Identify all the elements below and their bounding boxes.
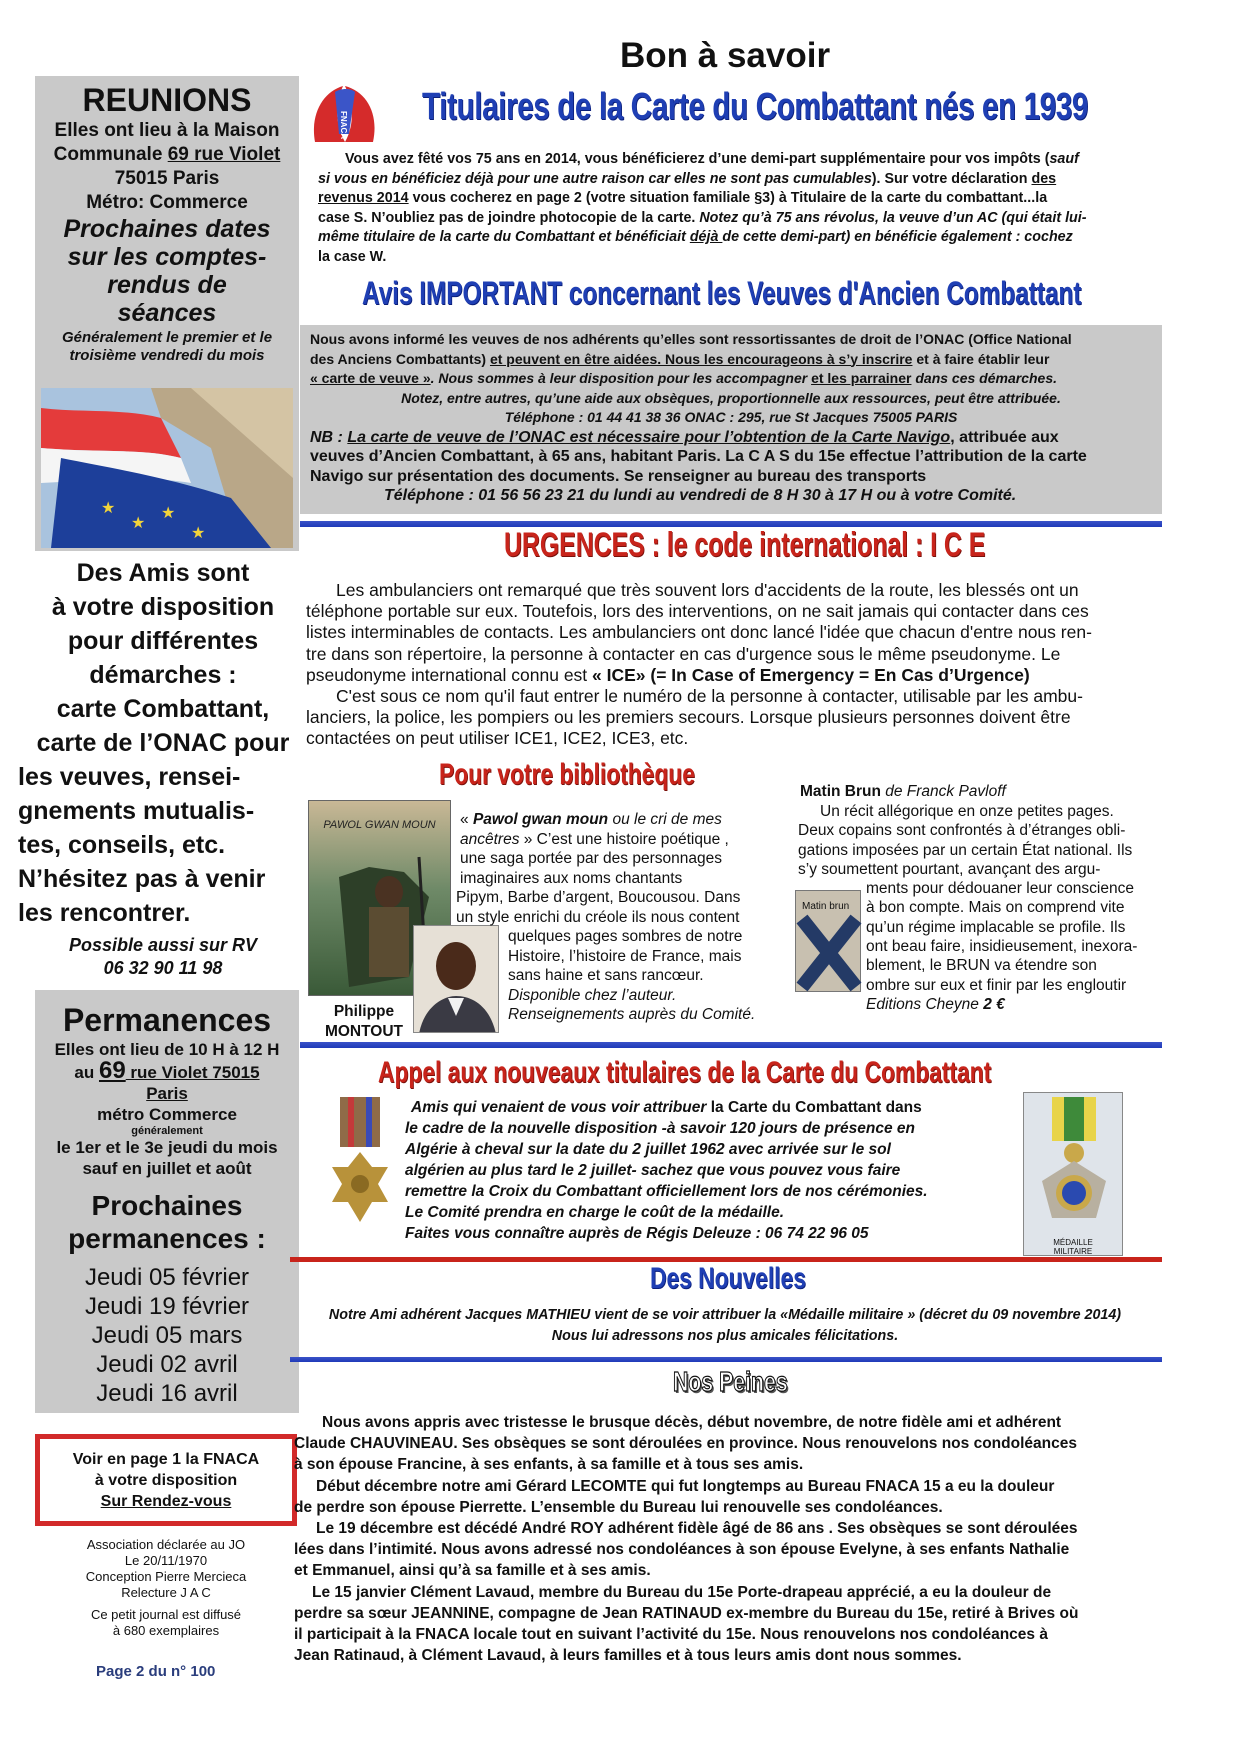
assoc-info [35,1537,297,1639]
book2-header [800,783,1006,801]
reunions-line [35,143,299,167]
s2-line: veuves d’Ancien Combattant, à 65 ans, habitant Paris. La C A S du 15e effectue l’attribution de la carte [310,448,1087,465]
book1-text [456,810,790,1025]
s5-line: remettre la Croix du Combattant officiellement lors de nos cérémonies. [405,1183,928,1200]
b2-line: qu’un régime implacable se profile. Ils [866,918,1126,936]
b2-line: Un récit allégorique en onze petites pages. [820,803,1114,820]
t: « carte de veuve » [310,370,431,386]
t: Vous avez fêté vos 75 ans en 2014, vous bénéficierez d’une demi-part supplémentaire pour vos impôts ( [345,151,1050,167]
line: séances [117,299,217,327]
cover-title: PAWOL GWAN MOUN [323,819,436,831]
s1-line [318,170,1140,190]
publisher: Editions Cheyne [866,995,984,1013]
s3-line: lanciers, la police, les pompiers ou les premiers secours. Lorsque plusieurs personnes doivent être [306,707,1071,728]
perm-line: sauf en juillet et août [82,1159,252,1178]
t: et peuvent en être aidées. Nous les encourageons à s’y inscrire [489,350,913,367]
s6-body [290,1305,1160,1347]
address: 69 rue Violet [167,144,281,165]
s5-line [405,1097,1025,1118]
next-perm-title: Prochaines [91,1190,243,1221]
line: rendus de [107,271,227,299]
perm-date: Jeudi 05 février [84,1264,250,1291]
peine-line: lées dans l’intimité. Nous avons adressé nos condoléances à son épouse Evelyne, à ses enfants Nathalie [294,1541,1070,1559]
s6-title: Des Nouvelles [650,1262,806,1295]
b2-line: à bon compte. Mais on comprend vite [866,899,1125,917]
medal-label: MÉDAILLE MILITAIRE [1053,1238,1093,1256]
medaille-militaire [1023,1092,1123,1256]
peine-line: et Emmanuel, ainsi qu’à sa famille et à ses amis. [294,1562,651,1580]
perm-dates [35,1263,299,1408]
price: 2 € [983,995,1005,1013]
s5-body [405,1097,1025,1244]
s2-line: Navigo sur présentation des documents. Se renseigner au bureau des transports [310,467,927,485]
b2-line: blement, le BRUN va étendre son [866,957,1097,975]
b1-line [460,810,790,830]
line: Prochaines dates [63,215,271,243]
s1-title: Titulaires de la Carte du Combattant nés en 1939 [422,86,1088,128]
svg-text:★: ★ [101,500,116,517]
b1-line: Pipym, Barbe d’argent, Boucousou. Dans [456,889,741,906]
s5-line: le cadre de la nouvelle disposition -à savoir 120 jours de présence en [405,1120,915,1137]
line: à 680 exemplaires [112,1623,220,1638]
line: Le 20/11/1970 [124,1553,208,1568]
t: Pawol gwan moun [472,811,609,828]
s3-line: contactées on peut utiliser ICE1, ICE2, ICE3, etc. [306,728,689,749]
s2-phone: Téléphone : 01 44 41 38 36 ONAC : 295, rue St Jacques 75005 PARIS [504,409,958,425]
svg-text:★: ★ [191,525,206,542]
peine-line: perdre sa sœur JEANNINE, compagne de Jean RATINAUD ex-membre du Bureau du 15e, retiré à Brives où [294,1604,1079,1622]
s5-line: Faites vous connaître auprès de Régis Deleuze : 06 74 22 96 05 [405,1225,869,1242]
next-dates [35,215,299,327]
t: des [1031,170,1057,187]
b1-line: un style enrichi du créole ils nous content [456,908,740,926]
s7-body [294,1412,1164,1666]
news-line: Notre Ami adhérent Jacques MATHIEU vient de se voir attribuer la «Médaille militaire » (décret du 09 novembre 2014) [328,1307,1122,1323]
t: si vous en bénéficiez déjà pour une autre raison car elles ne sont pas cumulables [318,170,872,187]
rdv-link[interactable]: Sur Rendez-vous [100,1493,232,1510]
b1-line: une saga portée par des personnages [460,850,722,867]
perm-line [35,1057,299,1084]
bon-a-savoir: Bon à savoir [620,36,831,75]
amis-strong: Des Amis [76,559,190,587]
t: revenus 2014 [318,190,409,206]
amis-line: démarches : [89,661,237,689]
arc-photo [41,388,293,548]
author-name [316,1002,412,1042]
svg-text:★: ★ [131,515,146,532]
line: Généralement le premier et le [61,329,273,346]
b1-line: Histoire, l’histoire de France, mais [508,947,742,965]
t: dans ces démarches. [911,370,1057,386]
author-first: Philippe [333,1003,395,1020]
b1-line: sans haine et sans rancœur. [508,967,704,984]
t: NB : [310,428,348,446]
amis-line: carte de l’ONAC pour [36,729,290,757]
s1-line: la case W. [318,248,387,265]
peine-line: Nous avons appris avec tristesse le brusque décès, début novembre, de notre fidèle ami et adhérent [322,1414,1062,1431]
s3-body [306,580,1156,750]
t: . Nous sommes à leur disposition pour les accompagner [430,370,812,386]
perm-line: le 1er et le 3e jeudi du mois [56,1138,278,1157]
peine-line: il participait à la FNACA locale tout en suivant l’activité du 15e. Nous renouvelons nos condoléances à [294,1626,1048,1644]
t: et à faire établir leur [912,350,1050,367]
amis-line: les veuves, rensei- [18,763,241,791]
book2-author: de Franck Pavloff [880,783,1006,800]
svg-text:★: ★ [161,505,176,522]
b2-line [798,995,1168,1014]
s2-box [300,325,1162,514]
s5-line: Algérie à cheval sur la date du 2 juillet 1962 avec arrivée sur le sol [405,1141,891,1158]
t: « [460,811,473,828]
perm-date: Jeudi 16 avril [96,1380,238,1407]
b2-line: ments pour dédouaner leur conscience [866,880,1134,898]
text: au [74,1063,99,1082]
s1-line [318,228,1140,248]
t: et les parrainer [811,370,912,386]
t: , attribuée aux [950,428,1059,446]
b1-line: Renseignements auprès du Comité. [508,1006,756,1023]
voir-box [35,1434,297,1526]
t: Notez qu’à 75 ans révolus, la veuve d’un AC (qui était lui- [699,209,1087,226]
rv-phone: 06 32 90 11 98 [103,958,223,978]
s5-title: Appel aux nouveaux titulaires de la Carte du Combattant [378,1056,992,1089]
t: de cette demi-part) en bénéficie également : cochez [722,229,1073,245]
amis-line: carte Combattant, [56,695,270,723]
voir-line: Voir en page 1 la FNACA [72,1451,260,1468]
permanences-box [35,990,299,1413]
s1-line [318,150,1140,170]
permanences-title: Permanences [62,1002,272,1038]
t: dans [881,1099,922,1116]
s2-line: Nous avons informé les veuves de nos adhérents qu’elles sont ressortissantes de droit de l’ONAC (Office National [310,331,1072,347]
reunions-line: Elles ont lieu à la Maison [54,120,280,141]
b1-line: quelques pages sombres de notre [508,928,743,945]
amis-line: les rencontrer. [18,899,191,927]
b1-line: Disponible chez l’auteur. [508,986,677,1004]
author-last: MONTOUT [324,1023,404,1040]
next-perm-title: permanences : [68,1223,266,1254]
t: la Carte du Combattant [710,1099,882,1116]
s3-title: URGENCES : le code international : I C E [504,526,986,564]
perm-line: Elles ont lieu de 10 H à 12 H [54,1040,280,1059]
divider [290,1357,1162,1362]
s2-line [300,369,1162,389]
s3-line: listes interminables de contacts. Les ambulanciers ont donc lancé l'idée que chacun d'entre nous ren- [306,622,1092,643]
text: Communale [53,144,168,165]
s2-line: Notez, entre autres, qu’une aide aux obsèques, proportionnelle aux ressources, peut être attribuée. [401,389,1061,406]
t: pseudonyme international connu est [306,664,593,685]
s1-line [318,189,1140,209]
amis-line: tes, conseils, etc. [18,831,226,859]
amis-line: gnements mutualis- [18,797,255,825]
s2-phone: Téléphone : 01 56 56 23 21 du lundi au vendredi de 8 H 30 à 17 H ou à votre Comité. [384,487,1017,504]
reunions-title: REUNIONS [82,82,252,118]
line: Relecture J A C [121,1585,211,1600]
line: Association déclarée au JO [86,1537,246,1552]
s5-line: Le Comité prendra en charge le coût de la médaille. [405,1204,785,1221]
book2-title: Matin Brun [800,783,881,800]
t: ou le cri de mes [608,811,722,828]
b2-line: ombre sur eux et finir par les engloutir [866,976,1127,994]
perm-line: généralement [131,1125,203,1137]
b2-line: Deux copains sont confrontés à d’étranges obli- [798,822,1126,840]
s2-title: Avis IMPORTANT concernant les Veuves d'Ancien Combattant [362,275,1082,311]
s1-body [318,150,1140,267]
logo-text: FNACA [339,111,348,139]
page-number: Page 2 du n° 100 [96,1663,216,1680]
s5-line: algérien au plus tard le 2 juillet- sachez que vous pouvez vous faire [405,1162,901,1179]
peine-line: Le 19 décembre est décédé André ROY adhérent fidèle âgé de 86 ans . Ses obsèques se sont déroulées [316,1520,1078,1538]
t: vous cocherez en page 2 (votre situation familiale §3) à Titulaire de la carte du combattant...la [408,190,1048,206]
general-note [35,329,299,365]
s3-line: tre dans son répertoire, la personne à contacter en cas d'urgence sous le même pseudonyme. Le [306,643,1061,664]
b2-line: ont beau faire, insidieusement, inexora- [866,938,1138,956]
line: troisième vendredi du mois [69,347,265,364]
text: sont [189,559,250,587]
address-number: 69 [98,1057,126,1084]
s2-line [300,350,1162,370]
s3-line: téléphone portable sur eux. Toutefois, lors des interventions, on ne sait jamais qui contacter dans ces [306,601,1089,622]
peine-line: Le 15 janvier Clément Lavaud, membre du Bureau du 15e Porte-drapeau apprécié, a eu la douleur de [312,1583,1052,1601]
peine-line: de perdre son épouse Pierrette. L’ensemble du Bureau lui renouvelle ses condoléances. [294,1498,943,1516]
peine-line: Claude CHAUVINEAU. Ses obsèques se sont déroulées en province. Nous renouvelons nos condoléances [294,1435,1077,1453]
amis-line: à votre disposition [51,593,275,621]
perm-date: Jeudi 19 février [84,1293,250,1320]
t: « ICE» (= In Case of Emergency = En Cas d’Urgence) [592,664,1030,685]
t: » C’est une histoire poétique , [519,830,729,848]
peine-line: Début décembre notre ami Gérard LECOMTE qui fut longtemps au Bureau FNACA 15 a eu la douleur [316,1477,1055,1495]
rv-note: Possible aussi sur RV [68,935,258,955]
amis-line [18,557,308,590]
b2-line: s’y soumettent pourtant, avançant des argu- [798,860,1101,878]
t: des Anciens Combattants) [310,350,490,367]
b2-line: gations imposées par un certain État national. Ils [798,841,1133,859]
divider [300,1042,1162,1048]
s4-title: Pour votre bibliothèque [439,758,695,791]
s3-line: Les ambulanciers ont remarqué que très souvent lors d'accidents de la route, les blessés ont un [336,580,1079,600]
t: case S. N’oubliez pas de joindre photocopie de la carte. [318,209,700,226]
amis-block [18,557,308,980]
voir-line: à votre disposition [94,1472,238,1489]
reunions-box [35,76,299,551]
t: sauf [1049,151,1079,167]
line: Conception Pierre Mercieca [85,1569,247,1584]
perm-date: Jeudi 05 mars [91,1322,243,1349]
t: ancêtres [460,830,520,848]
address: rue Violet 75015 [125,1063,260,1082]
b1-line [460,830,790,850]
reunions-info [35,119,299,215]
reunions-line: 75015 Paris [114,168,220,189]
croix-combattant [310,1092,410,1242]
s1-line [318,209,1140,229]
line: Ce petit journal est diffusé [90,1607,242,1622]
s3-line [306,665,1156,686]
peine-line: à son épouse Francine, à ses enfants, à sa famille et à tous ses amis. [294,1456,804,1474]
s3-line: C'est sous ce nom qu'il faut entrer le numéro de la personne à contacter, utilisable par les ambu- [336,686,1083,707]
perm-date: Jeudi 02 avril [96,1351,238,1378]
line: sur les comptes- [67,243,267,271]
b1-line: imaginaires aux noms chantants [460,869,683,887]
t: déjà [689,229,723,245]
book2-text [798,802,1168,1014]
cover-title: Matin brun [802,901,850,912]
peine-line: Jean Ratinaud, à Clément Lavaud, à leurs familles et à tous leurs amis dont nous sommes. [294,1647,962,1665]
t: ). Sur votre déclaration [871,170,1032,187]
t: même titulaire de la carte du Combattant et bénéficiait [318,229,690,245]
fnaca-logo [305,84,383,144]
perm-line: Paris [146,1084,188,1103]
amis-line: N’hésitez pas à venir [18,865,266,893]
news-line: Nous lui adressons nos plus amicales félicitations. [551,1328,899,1344]
amis-line: pour différentes [67,627,259,655]
t: La carte de veuve de l’ONAC est nécessaire pour l’obtention de la Carte Navigo [347,428,951,446]
s7-title: Nos Peines [673,1366,788,1397]
t: Amis qui venaient de vous voir attribuer [411,1099,711,1116]
s2-line [300,428,1162,448]
reunions-line: Métro: Commerce [86,192,248,213]
perm-line: métro Commerce [97,1105,237,1124]
